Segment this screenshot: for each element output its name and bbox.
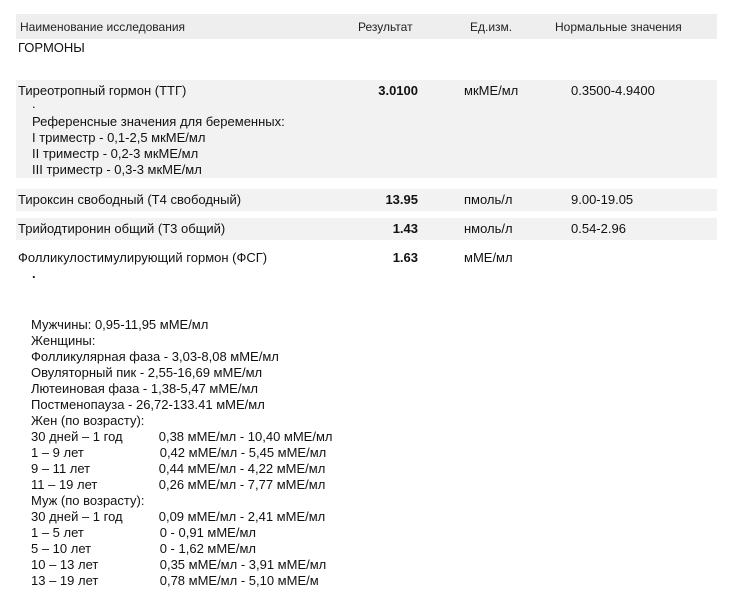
- row-name: Тиреотропный гормон (ТТГ): [18, 83, 187, 98]
- note-dot: .: [32, 266, 36, 281]
- table-row-t3: [16, 218, 717, 240]
- note-line: II триместр - 0,2-3 мкМЕ/мл: [32, 146, 199, 161]
- row-name: Тироксин свободный (Т4 свободный): [18, 192, 242, 207]
- section-title: ГОРМОНЫ: [18, 40, 85, 55]
- table-row-fsh: [16, 247, 717, 269]
- header-unit: Ед.изм.: [470, 20, 513, 34]
- table-row-tsh: [16, 80, 717, 178]
- table-header: [16, 14, 717, 39]
- row-unit: мМЕ/мл: [464, 250, 513, 265]
- row-result: 1.63: [392, 250, 418, 265]
- note-line: Постменопауза - 26,72-133.41 мМЕ/мл: [31, 397, 265, 412]
- row-norm: 0.3500-4.9400: [571, 83, 655, 98]
- row-result: 13.95: [385, 192, 418, 207]
- header-name: Наименование исследования: [20, 20, 186, 34]
- tsh-reference-note: [32, 114, 285, 178]
- note-line: 30 дней – 1 год 0,09 мМЕ/мл - 2,41 мМЕ/мл: [31, 509, 326, 524]
- note-line: Жен (по возрасту):: [31, 413, 145, 428]
- note-line: Муж (по возрасту):: [31, 493, 145, 508]
- note-line: Женщины:: [31, 333, 96, 348]
- note-dot: .: [32, 96, 36, 111]
- header-norm: Нормальные значения: [555, 20, 682, 34]
- header-result: Результат: [358, 20, 413, 34]
- note-line: 1 – 5 лет 0 - 0,91 мМЕ/мл: [31, 525, 256, 540]
- row-name: Трийодтиронин общий (Т3 общий): [18, 221, 226, 236]
- row-norm: 9.00-19.05: [571, 192, 634, 207]
- row-result: 3.0100: [378, 83, 418, 98]
- note-line: Мужчины: 0,95-11,95 мМЕ/мл: [31, 317, 209, 332]
- note-line: 5 – 10 лет 0 - 1,62 мМЕ/мл: [31, 541, 256, 556]
- table-row-t4: [16, 189, 717, 211]
- note-line: Референсные значения для беременных:: [32, 114, 285, 129]
- note-line: I триместр - 0,1-2,5 мкМЕ/мл: [32, 130, 206, 145]
- note-line: Овуляторный пик - 2,55-16,69 мМЕ/мл: [31, 365, 263, 380]
- note-line: Фолликулярная фаза - 3,03-8,08 мМЕ/мл: [31, 349, 279, 364]
- row-name: Фолликулостимулирующий гормон (ФСГ): [18, 250, 268, 265]
- row-result: 1.43: [392, 221, 418, 236]
- row-unit: пмоль/л: [464, 192, 513, 207]
- note-line: Лютеиновая фаза - 1,38-5,47 мМЕ/мл: [31, 381, 258, 396]
- fsh-reference-note: [31, 317, 332, 589]
- row-unit: нмоль/л: [464, 221, 513, 236]
- note-line: 1 – 9 лет 0,42 мМЕ/мл - 5,45 мМЕ/мл: [31, 445, 327, 460]
- row-norm: 0.54-2.96: [571, 221, 626, 236]
- note-line: 13 – 19 лет 0,78 мМЕ/мл - 5,10 мМЕ/м: [31, 573, 319, 588]
- note-line: III триместр - 0,3-3 мкМЕ/мл: [32, 162, 202, 177]
- note-line: 10 – 13 лет 0,35 мМЕ/мл - 3,91 мМЕ/мл: [31, 557, 327, 572]
- note-line: 9 – 11 лет 0,44 мМЕ/мл - 4,22 мМЕ/мл: [31, 461, 326, 476]
- note-line: 30 дней – 1 год 0,38 мМЕ/мл - 10,40 мМЕ/мл: [31, 429, 333, 444]
- row-unit: мкМЕ/мл: [464, 83, 519, 98]
- note-line: 11 – 19 лет 0,26 мМЕ/мл - 7,77 мМЕ/мл: [31, 477, 326, 492]
